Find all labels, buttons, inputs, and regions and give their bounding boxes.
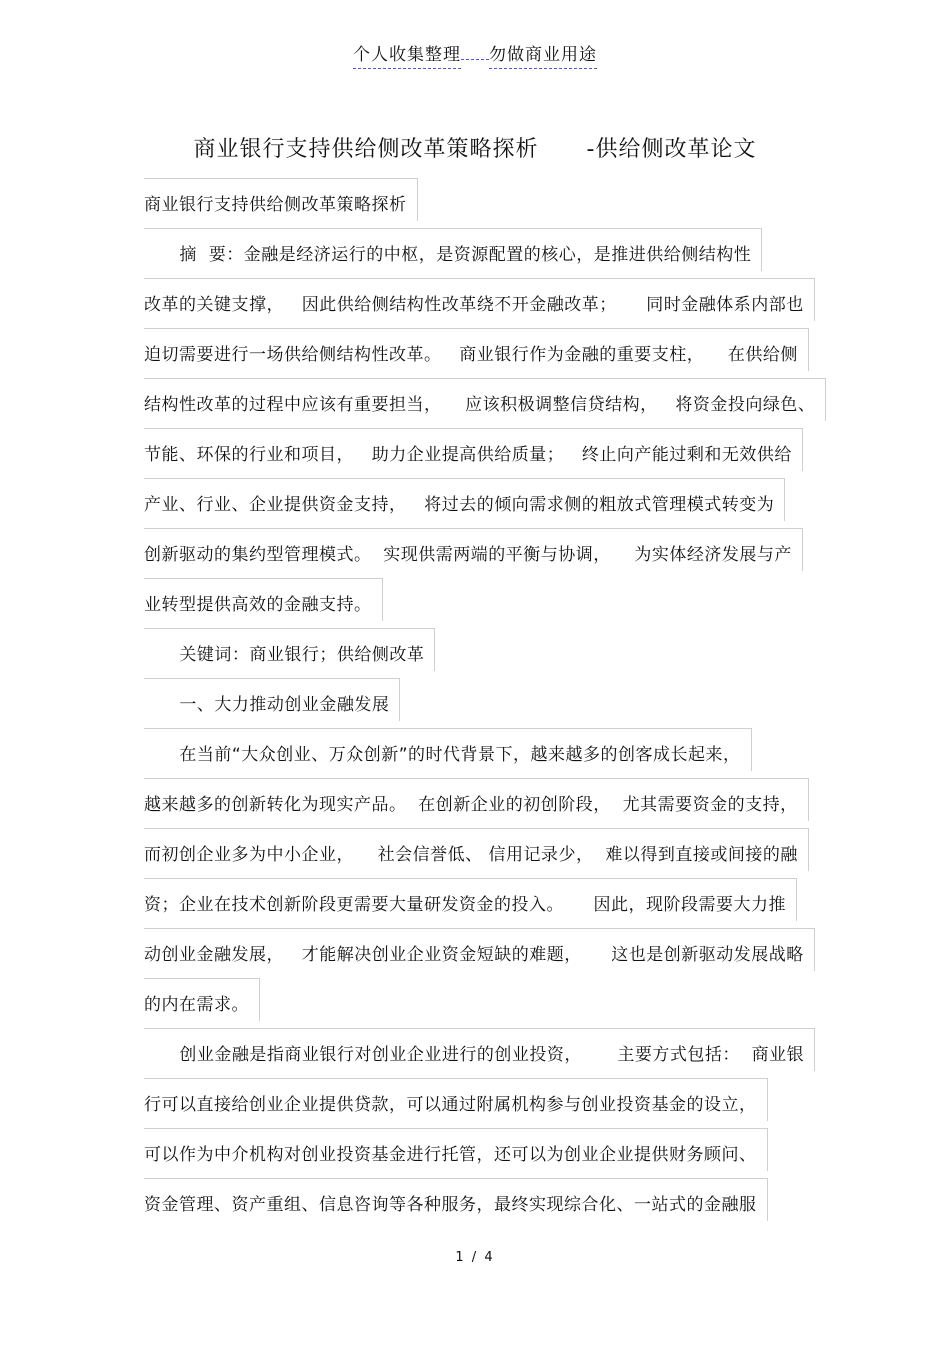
text-line-20: 可以作为中介机构对创业投资基金进行托管，还可以为创业企业提供财务顾问、 <box>144 1128 768 1171</box>
text-line-21: 资金管理、资产重组、信息咨询等各种服务，最终实现综合化、一站式的金融服 <box>144 1178 768 1221</box>
text-line-15: 资；企业在技术创新阶段更需要大量研发资金的投入。 因此，现阶段需要大力推 <box>144 878 797 921</box>
text-line-17: 的内在需求。 <box>144 978 260 1021</box>
text-line-1: 商业银行支持供给侧改革策略探析 <box>144 178 418 221</box>
text-line-16: 动创业金融发展， 才能解决创业企业资金短缺的难题， 这也是创新驱动发展战略 <box>144 928 815 971</box>
text-line-18: 创业金融是指商业银行对创业企业进行的创业投资， 主要方式包括： 商业银 <box>144 1028 815 1071</box>
text-line-9: 业转型提供高效的金融支持。 <box>144 578 383 621</box>
page-number: 1 / 4 <box>455 1250 495 1265</box>
text-line-19: 行可以直接给创业企业提供贷款，可以通过附属机构参与创业投资基金的设立， <box>144 1078 768 1121</box>
text-line-13: 越来越多的创新转化为现实产品。 在创新企业的初创阶段， 尤其需要资金的支持， <box>144 778 809 821</box>
section-heading-1: 一、大力推动创业金融发展 <box>144 678 400 721</box>
text-line-5: 结构性改革的过程中应该有重要担当， 应该积极调整信贷结构， 将资金投向绿色、 <box>144 378 826 421</box>
text-line-3: 改革的关键支撑， 因此供给侧结构性改革绕不开金融改革； 同时金融体系内部也 <box>144 278 815 321</box>
header-gap <box>461 56 489 60</box>
text-line-12: 在当前“大众创业、万众创新”的时代背景下，越来越多的创客成长起来， <box>144 728 752 771</box>
text-line-8: 创新驱动的集约型管理模式。 实现供需两端的平衡与协调， 为实体经济发展与产 <box>144 528 803 571</box>
text-line-2: 摘 要：金融是经济运行的中枢，是资源配置的核心，是推进供给侧结构性 <box>144 228 762 271</box>
text-line-7: 产业、行业、企业提供资金支持， 将过去的倾向需求侧的粗放式管理模式转变为 <box>144 478 785 521</box>
page-header <box>0 40 950 65</box>
document-title: 商业银行支持供给侧改革策略探析 -供给侧改革论文 <box>193 137 757 162</box>
text-line-6: 节能、环保的行业和项目， 助力企业提高供给质量； 终止向产能过剩和无效供给 <box>144 428 803 471</box>
header-left-text: 个人收集整理 <box>353 45 461 69</box>
text-line-14: 而初创企业多为中小企业， 社会信誉低、 信用记录少， 难以得到直接或间接的融 <box>144 828 809 871</box>
header-right-text: 勿做商业用途 <box>489 45 597 69</box>
keywords-line: 关键词：商业银行；供给侧改革 <box>144 628 435 671</box>
text-line-4: 迫切需要进行一场供给侧结构性改革。 商业银行作为金融的重要支柱， 在供给侧 <box>144 328 809 371</box>
